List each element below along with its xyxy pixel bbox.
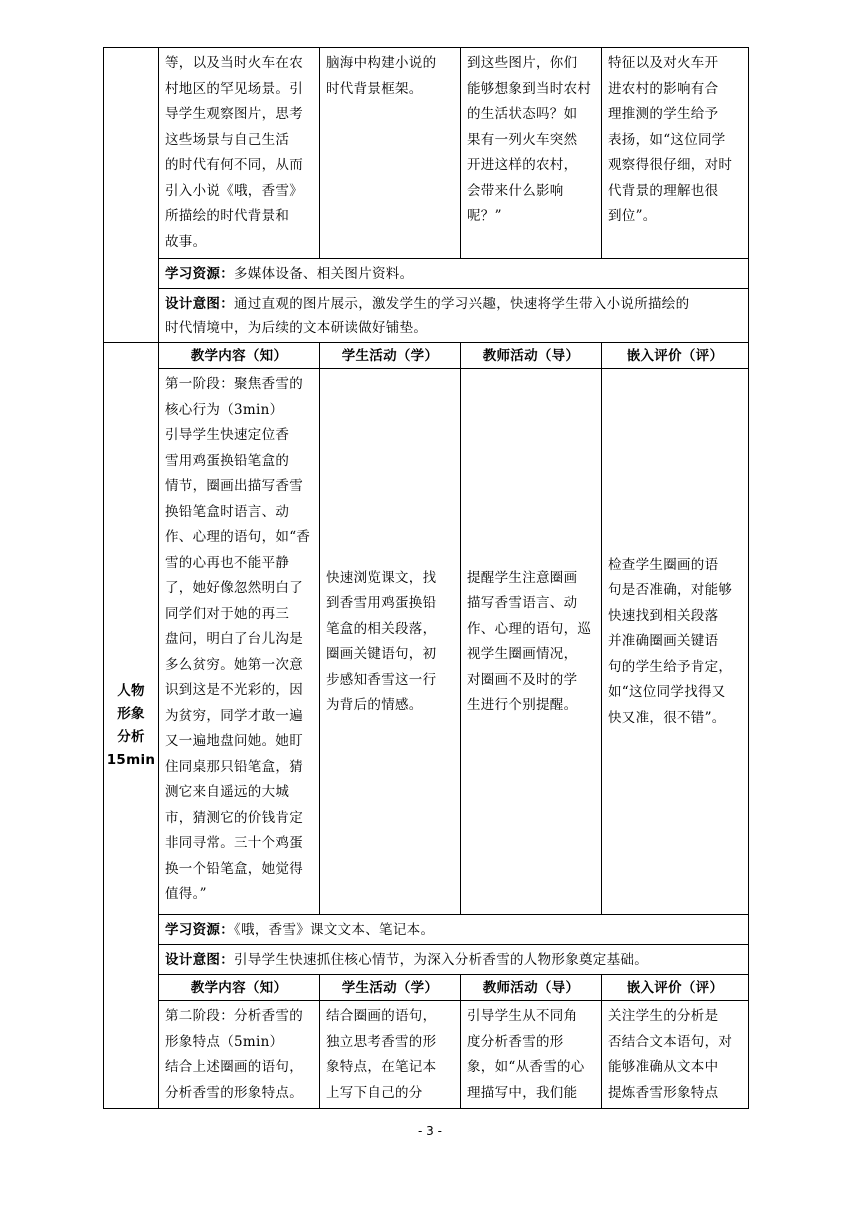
text-line: 果有一列火车突然 [467,131,578,148]
text-line: 多么贫穷。她第一次意 [165,656,303,673]
text-line: 象，如“从香雪的心 [467,1059,585,1075]
design-intent-row [159,945,749,975]
header-content: 教学内容（知） [159,975,320,1001]
text-line: 分析香雪的形象特点。 [165,1084,303,1101]
text-line: 引导学生从不同角 [467,1008,578,1024]
learning-resources-row [159,259,749,289]
student-activity-cell [320,1001,461,1109]
content-cell [159,369,320,915]
header-teacher: 教师活动（导） [461,975,602,1001]
text-line: 引导学生快速定位香 [165,427,290,443]
text-line: 代背景的理解也很 [608,182,719,199]
resource-label: 学习资源： [165,922,234,938]
text-line: 作、心理的语句，如“香 [165,529,311,545]
text-line: 进农村的影响有合 [608,80,719,97]
text-line: 雪用鸡蛋换铅笔盒的 [165,452,290,469]
evaluation-cell [602,48,749,259]
text-line: 测它来自遥远的大城 [165,784,290,800]
text-line: 村地区的罕见场景。引 [165,80,303,97]
text-line: 换铅笔盒时语言、动 [165,503,290,520]
text-line: 为贫穷，同学才敢一遍 [165,707,303,724]
text-line: 换一个铅笔盒，她觉得 [165,860,303,877]
text-line: 上写下自己的分 [326,1084,423,1101]
text-line: 结合圈画的语句， [326,1008,437,1024]
text-line: 圈画关键语句，初 [326,646,437,662]
text-line: 引入小说《哦，香雪》 [165,182,303,199]
page-number: - 3 - [418,1124,442,1138]
intent-text: 引导学生快速抓住核心情节，为深入分析香雪的人物形象奠定基础。 [234,952,648,968]
learning-resources-row [159,915,749,945]
evaluation-cell [602,369,749,915]
text-line: 快又准，很不错”。 [608,709,726,726]
lesson-plan-table [103,47,748,1109]
text-line: 能够准确从文本中 [608,1059,719,1075]
text-line: 会带来什么影响 [467,182,564,199]
text-line: 情节，圈画出描写香雪 [165,478,303,494]
text-line: 市，猜测它的价钱肯定 [165,809,303,826]
text-line: 到香雪用鸡蛋换铅 [326,595,437,611]
text-line: 句是否准确，对能够 [608,582,733,599]
intent-label: 设计意图： [165,952,234,968]
teacher-activity-cell [461,1001,602,1109]
text-line: 的生活状态吗？如 [467,106,578,122]
text-line: 故事。 [165,233,207,250]
text-line: 理推测的学生给予 [608,106,719,122]
header-content: 教学内容（知） [159,343,320,369]
text-line: 非同寻常。三十个鸡蛋 [165,835,303,851]
text-line: 所描绘的时代背景和 [165,208,290,224]
text-line: 理描写中，我们能 [467,1084,578,1101]
text-line: 识到这是不光彩的，因 [165,682,303,698]
text-line: 提炼香雪形象特点 [608,1084,719,1101]
text-line: 特征以及对火车开 [608,55,719,71]
text-line: 到这些图片，你们 [467,55,578,71]
text-line: 分析 [117,728,145,745]
text-line: 等，以及当时火车在农 [165,55,303,71]
resource-label: 学习资源： [165,266,234,282]
text-line: 步感知香雪这一行 [326,671,437,688]
text-line: 脑海中构建小说的 [326,55,437,71]
text-line: 能够想象到当时农村 [467,80,592,97]
text-line: 同学们对于她的再三 [165,605,290,622]
text-line: 住同桌那只铅笔盒，猜 [165,758,303,775]
text-line: 生进行个别提醒。 [467,697,578,713]
student-activity-cell [320,48,461,259]
intent-line: 时代情境中，为后续的文本研读做好铺垫。 [165,320,428,336]
content-cell [159,1001,320,1109]
text-line: 观察得很仔细，对时 [608,157,733,173]
text-line: 值得。” [165,886,207,902]
text-line: 快速浏览课文，找 [326,569,437,586]
text-line: 作、心理的语句，巡 [467,620,592,637]
text-line: 核心行为（3min） [165,401,284,418]
text-line: 视学生圈画情况， [467,646,578,662]
text-line: 15min [106,751,156,768]
resource-text: 多媒体设备、相关图片资料。 [234,266,414,282]
text-line: 时代背景框架。 [326,80,423,97]
stage-cell-continued [104,48,159,343]
header-student: 学生活动（学） [320,975,461,1001]
text-line: 形象特点（5min） [165,1033,284,1050]
text-line: 否结合文本语句，对 [608,1033,733,1050]
student-activity-cell [320,369,461,915]
design-intent-row [159,289,749,343]
stage-title-cell [104,343,159,1109]
text-line: 为背后的情感。 [326,697,423,713]
text-line: 并准确圈画关键语 [608,633,719,650]
text-line: 句的学生给予肯定， [608,658,733,675]
resource-text: 《哦，香雪》课文文本、笔记本。 [234,922,435,938]
text-line: 形象 [117,705,145,722]
text-line: 开进这样的农村， [467,157,578,173]
text-line: 雪的心再也不能平静 [165,554,290,571]
text-line: 表扬，如“这位同学 [608,131,726,148]
intent-line: 通过直观的图片展示，激发学生的学习兴趣，快速将学生带入小说所描绘的 [234,296,690,312]
text-line: 描写香雪语言、动 [467,595,578,611]
text-line: 盘问，明白了台儿沟是 [165,631,303,647]
text-line: 到位”。 [608,208,657,224]
text-line: 结合上述圈画的语句， [165,1059,303,1075]
text-line: 笔盒的相关段落， [326,620,437,637]
header-student: 学生活动（学） [320,343,461,369]
text-line: 度分析香雪的形 [467,1033,564,1050]
teacher-activity-cell [461,48,602,259]
text-line: 又一遍地盘问她。她盯 [165,733,303,749]
header-evaluation: 嵌入评价（评） [602,343,749,369]
text-line: 第二阶段：分析香雪的 [165,1008,303,1024]
text-line: 提醒学生注意圈画 [467,569,578,586]
content-cell [159,48,320,259]
text-line: 快速找到相关段落 [608,607,719,624]
text-line: 关注学生的分析是 [608,1008,719,1024]
header-teacher: 教师活动（导） [461,343,602,369]
intent-label: 设计意图： [165,296,234,312]
text-line: 第一阶段：聚焦香雪的 [165,376,303,392]
text-line: 象特点，在笔记本 [326,1059,437,1075]
header-evaluation: 嵌入评价（评） [602,975,749,1001]
text-line: 如“这位同学找得又 [608,684,726,701]
text-line: 呢？” [467,208,502,224]
text-line: 人物 [117,682,145,699]
text-line: 这些场景与自己生活 [165,131,290,148]
text-line: 检查学生圈画的语 [608,556,719,573]
evaluation-cell [602,1001,749,1109]
text-line: 的时代有何不同，从而 [165,157,303,173]
text-line: 独立思考香雪的形 [326,1033,437,1050]
teacher-activity-cell [461,369,602,915]
text-line: 了，她好像忽然明白了 [165,580,303,596]
text-line: 导学生观察图片，思考 [165,106,303,122]
text-line: 对圈画不及时的学 [467,671,578,688]
